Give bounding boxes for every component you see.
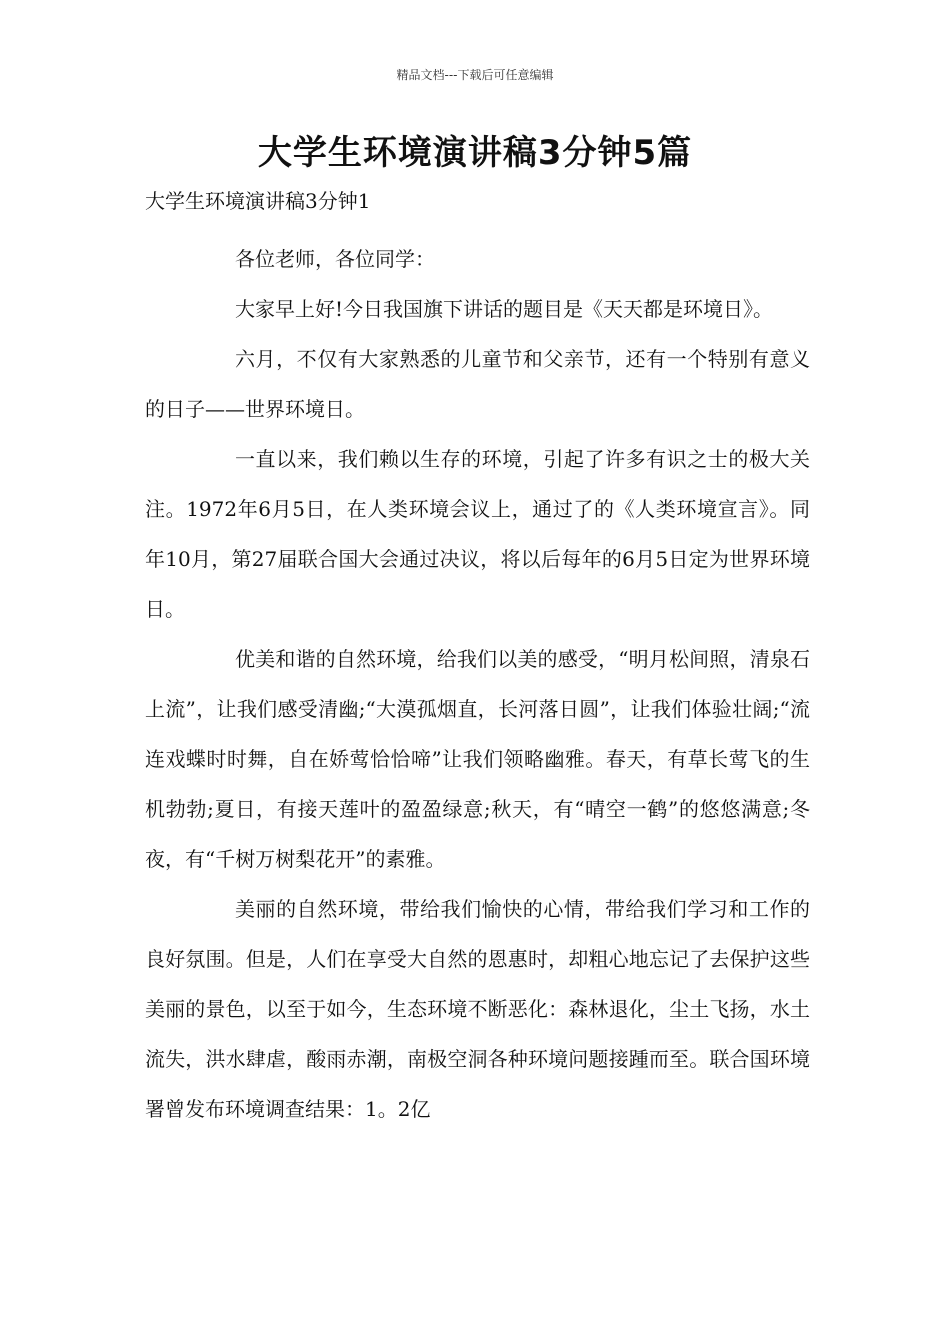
paragraph-greeting: 各位老师，各位同学： xyxy=(235,247,435,271)
paragraph-june: 六月，不仅有大家熟悉的儿童节和父亲节，还有一个特别有意义的日子——世界环境日。 xyxy=(145,347,810,421)
paragraph-nature: 优美和谐的自然环境，给我们以美的感受，“明月松间照，清泉石上流”，让我们感受清幽;“大漠孤烟直，长河落日圆”，让我们体验壮阔;“流连戏蝶时时舞，自在娇莺恰恰啼”让我们领略幽雅。春天，有草长莺飞的生机勃勃;夏日，有接天莲叶的盈盈绿意;秋天，有“晴空一鹤”的悠悠满意;冬夜，有“千树万树梨花开”的素雅。 xyxy=(145,647,810,871)
section-heading: 大学生环境演讲稿3分钟1 xyxy=(145,189,371,213)
header-note: 精品文档---下载后可任意编辑 xyxy=(396,68,554,82)
document-title: 大学生环境演讲稿3分钟5篇 xyxy=(257,133,693,173)
document-body xyxy=(145,234,810,1134)
paragraph-topic: 大家早上好!今日我国旗下讲话的题目是《天天都是环境日》。 xyxy=(235,297,774,321)
paragraph-history: 一直以来，我们赖以生存的环境，引起了许多有识之士的极大关注。1972年6月5日，在人类环境会议上，通过了的《人类环境宣言》。同年10月，第27届联合国大会通过决议，将以后每年的6月5日定为世界环境日。 xyxy=(145,447,810,621)
paragraph-problems: 美丽的自然环境，带给我们愉快的心情，带给我们学习和工作的良好氛围。但是，人们在享受大自然的恩惠时，却粗心地忘记了去保护这些美丽的景色，以至于如今，生态环境不断恶化：森林退化，尘土飞扬，水土流失，洪水肆虐，酸雨赤潮，南极空洞各种环境问题接踵而至。联合国环境署曾发布环境调查结果：1。2亿 xyxy=(145,897,810,1121)
